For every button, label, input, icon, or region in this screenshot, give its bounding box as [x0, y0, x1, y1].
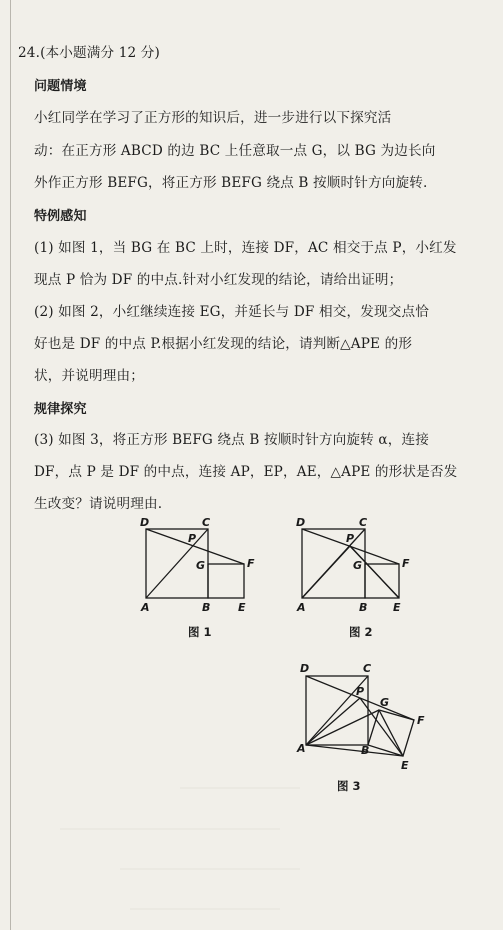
label-a: A — [141, 601, 150, 614]
figure-3-diagram — [295, 660, 435, 775]
square-befg-fig1 — [208, 564, 244, 598]
part3-line-3: 生改变？请说明理由. — [34, 496, 163, 512]
label-c: C — [202, 516, 211, 529]
part2-line-2: 好也是 DF 的中点 P.根据小红发现的结论，请判断△APE 的形 — [34, 336, 413, 352]
section-heading-pattern: 规律探究 — [34, 402, 87, 417]
label-f: F — [402, 557, 410, 570]
label-e: E — [401, 759, 409, 772]
figure-1 — [136, 515, 266, 615]
label-d: D — [300, 662, 310, 675]
label-c: C — [359, 516, 368, 529]
figure-1-diagram — [136, 515, 266, 615]
label-c: C — [363, 662, 372, 675]
figure-2-diagram — [292, 515, 422, 615]
figure-2-caption: 图 2 — [349, 625, 373, 639]
segment-pe-fig2 — [350, 546, 399, 598]
label-b: B — [361, 744, 370, 757]
label-g: G — [196, 559, 206, 572]
part2-line-3: 状，并说明理由； — [34, 368, 144, 384]
label-p: P — [188, 532, 197, 545]
figure-3 — [295, 660, 435, 775]
label-g: G — [380, 696, 390, 709]
intro-line-2: 动：在正方形 ABCD 的边 BC 上任意取一点 G，以 BG 为边长向 — [34, 143, 436, 159]
question-title: 24.(本小题满分 12 分) — [18, 45, 160, 61]
label-b: B — [202, 601, 211, 614]
label-p: P — [356, 685, 365, 698]
label-d: D — [140, 516, 150, 529]
label-f: F — [247, 557, 255, 570]
label-a: A — [297, 742, 306, 755]
margin-rule — [10, 0, 11, 930]
part3-line-1: (3) 如图 3，将正方形 BEFG 绕点 B 按顺时针方向旋转 α，连接 — [34, 432, 429, 448]
bleed-through-mark — [180, 787, 300, 789]
label-e: E — [238, 601, 246, 614]
segment-ap-fig3 — [306, 698, 360, 745]
bleed-through-mark — [60, 828, 280, 830]
figure-1-caption: 图 1 — [188, 625, 212, 639]
label-g: G — [353, 559, 363, 572]
intro-line-1: 小红同学在学习了正方形的知识后，进一步进行以下探究活 — [34, 110, 392, 126]
label-d: D — [296, 516, 306, 529]
part2-line-1: (2) 如图 2，小红继续连接 EG，并延长与 DF 相交，发现交点恰 — [34, 304, 429, 320]
part1-line-1: (1) 如图 1，当 BG 在 BC 上时，连接 DF，AC 相交于点 P，小红发 — [34, 240, 457, 256]
section-heading-scenario: 问题情境 — [34, 79, 87, 94]
label-f: F — [417, 714, 425, 727]
section-heading-special-case: 特例感知 — [34, 209, 87, 224]
label-e: E — [393, 601, 401, 614]
label-b: B — [359, 601, 368, 614]
label-a: A — [297, 601, 306, 614]
segment-ae-fig3 — [306, 745, 403, 756]
part1-line-2: 现点 P 恰为 DF 的中点.针对小红发现的结论，请给出证明； — [34, 272, 403, 288]
intro-line-3: 外作正方形 BEFG，将正方形 BEFG 绕点 B 按顺时针方向旋转. — [34, 175, 428, 191]
segment-ap-fig2 — [302, 546, 350, 598]
label-p: P — [346, 532, 355, 545]
part3-line-2: DF，点 P 是 DF 的中点，连接 AP，EP，AE，△APE 的形状是否发 — [34, 464, 458, 480]
figure-3-caption: 图 3 — [337, 779, 361, 793]
bleed-through-mark — [130, 908, 280, 910]
figure-2 — [292, 515, 422, 615]
bleed-through-mark — [120, 868, 300, 870]
